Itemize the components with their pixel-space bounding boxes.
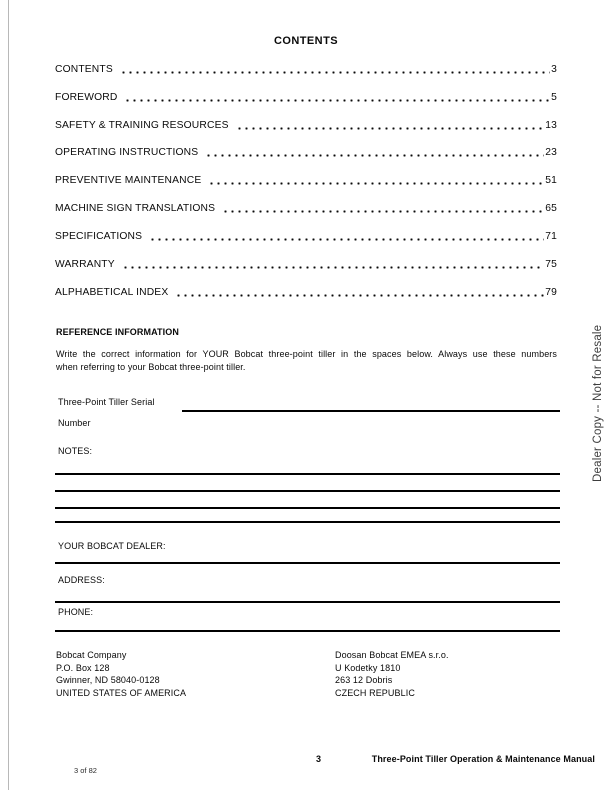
toc-entry bbox=[55, 147, 557, 159]
toc-entry-label: FOREWORD bbox=[55, 92, 118, 103]
reference-information-heading: REFERENCE INFORMATION bbox=[56, 327, 179, 337]
address-line: Doosan Bobcat EMEA s.r.o. bbox=[335, 650, 449, 660]
address-block-usa bbox=[56, 649, 186, 700]
toc-entry-label: PREVENTIVE MAINTENANCE bbox=[55, 175, 202, 186]
page-title: CONTENTS bbox=[273, 35, 339, 47]
dot-leader bbox=[222, 210, 544, 213]
footer-sheet-info: 3 of 82 bbox=[74, 766, 97, 775]
toc-entry bbox=[55, 259, 557, 271]
serial-number-label: Three-Point Tiller Serial Number bbox=[58, 396, 155, 428]
toc-entry bbox=[55, 287, 557, 299]
dot-leader bbox=[208, 182, 544, 185]
toc-entry-label: CONTENTS bbox=[55, 64, 113, 75]
toc-entry-label: OPERATING INSTRUCTIONS bbox=[55, 147, 199, 158]
toc-entry-page: 13 bbox=[545, 120, 557, 131]
notes-label: NOTES: bbox=[58, 446, 93, 456]
toc-entry-page: 5 bbox=[551, 92, 557, 103]
toc-entry-label: SAFETY & TRAINING RESOURCES bbox=[55, 120, 229, 131]
toc-entry-label: ALPHABETICAL INDEX bbox=[55, 287, 169, 298]
address-line: Gwinner, ND 58040-0128 bbox=[56, 675, 160, 686]
notes-fill-line bbox=[55, 473, 560, 475]
reference-paragraph bbox=[56, 348, 557, 374]
reference-paragraph-line2: when referring to your Bobcat three-point tiller. bbox=[56, 362, 246, 372]
address-line: CZECH REPUBLIC bbox=[335, 688, 415, 699]
phone-label: PHONE: bbox=[58, 607, 94, 617]
toc-entry-page: 79 bbox=[545, 287, 557, 298]
dot-leader bbox=[120, 71, 550, 74]
address-line: P.O. Box 128 bbox=[56, 662, 110, 673]
dot-leader bbox=[236, 127, 545, 130]
footer-manual-title: Three-Point Tiller Operation & Maintenance Manual bbox=[371, 754, 595, 764]
address-block-czech bbox=[335, 649, 449, 700]
address-line: U Kodetky 1810 bbox=[335, 662, 401, 673]
toc-entry-page: 23 bbox=[545, 147, 557, 158]
dot-leader bbox=[122, 266, 544, 269]
dot-leader bbox=[149, 238, 544, 241]
notes-fill-line bbox=[55, 521, 560, 523]
toc-entry bbox=[55, 175, 557, 187]
toc-entry bbox=[55, 120, 557, 132]
reference-paragraph-line1: Write the correct information for YOUR Bobcat three-point tiller in the spaces below. Always use these numbers bbox=[56, 349, 557, 359]
serial-number-fill-line bbox=[182, 410, 560, 412]
toc-entry bbox=[55, 92, 557, 104]
notes-fill-line bbox=[55, 490, 560, 492]
address-line: UNITED STATES OF AMERICA bbox=[56, 688, 187, 699]
dealer-copy-watermark: Dealer Copy -- Not for Resale bbox=[592, 324, 604, 483]
toc-entry-label: SPECIFICATIONS bbox=[55, 231, 143, 242]
dealer-fill-line bbox=[55, 562, 560, 564]
toc-entry-page: 51 bbox=[545, 175, 557, 186]
toc-entry-label: MACHINE SIGN TRANSLATIONS bbox=[55, 203, 216, 214]
toc-entry-page: 75 bbox=[545, 259, 557, 270]
address-label: ADDRESS: bbox=[58, 575, 105, 585]
toc-entry bbox=[55, 64, 557, 76]
toc-entry-page: 71 bbox=[545, 231, 557, 242]
dot-leader bbox=[205, 154, 544, 157]
toc-entry bbox=[55, 203, 557, 215]
footer-page-number: 3 bbox=[316, 754, 322, 764]
address-fill-line bbox=[55, 601, 560, 603]
toc-entry-page: 65 bbox=[545, 203, 557, 214]
notes-fill-line bbox=[55, 507, 560, 509]
dot-leader bbox=[175, 294, 544, 297]
dealer-label: YOUR BOBCAT DEALER: bbox=[58, 541, 166, 551]
address-line: 263 12 Dobris bbox=[335, 675, 393, 686]
toc-entry bbox=[55, 231, 557, 243]
dot-leader bbox=[124, 99, 550, 102]
address-line: Bobcat Company bbox=[56, 650, 127, 660]
phone-fill-line bbox=[55, 630, 560, 632]
toc-entry-page: 3 bbox=[551, 64, 557, 75]
page-edge-line bbox=[8, 0, 9, 790]
toc-entry-label: WARRANTY bbox=[55, 259, 115, 270]
